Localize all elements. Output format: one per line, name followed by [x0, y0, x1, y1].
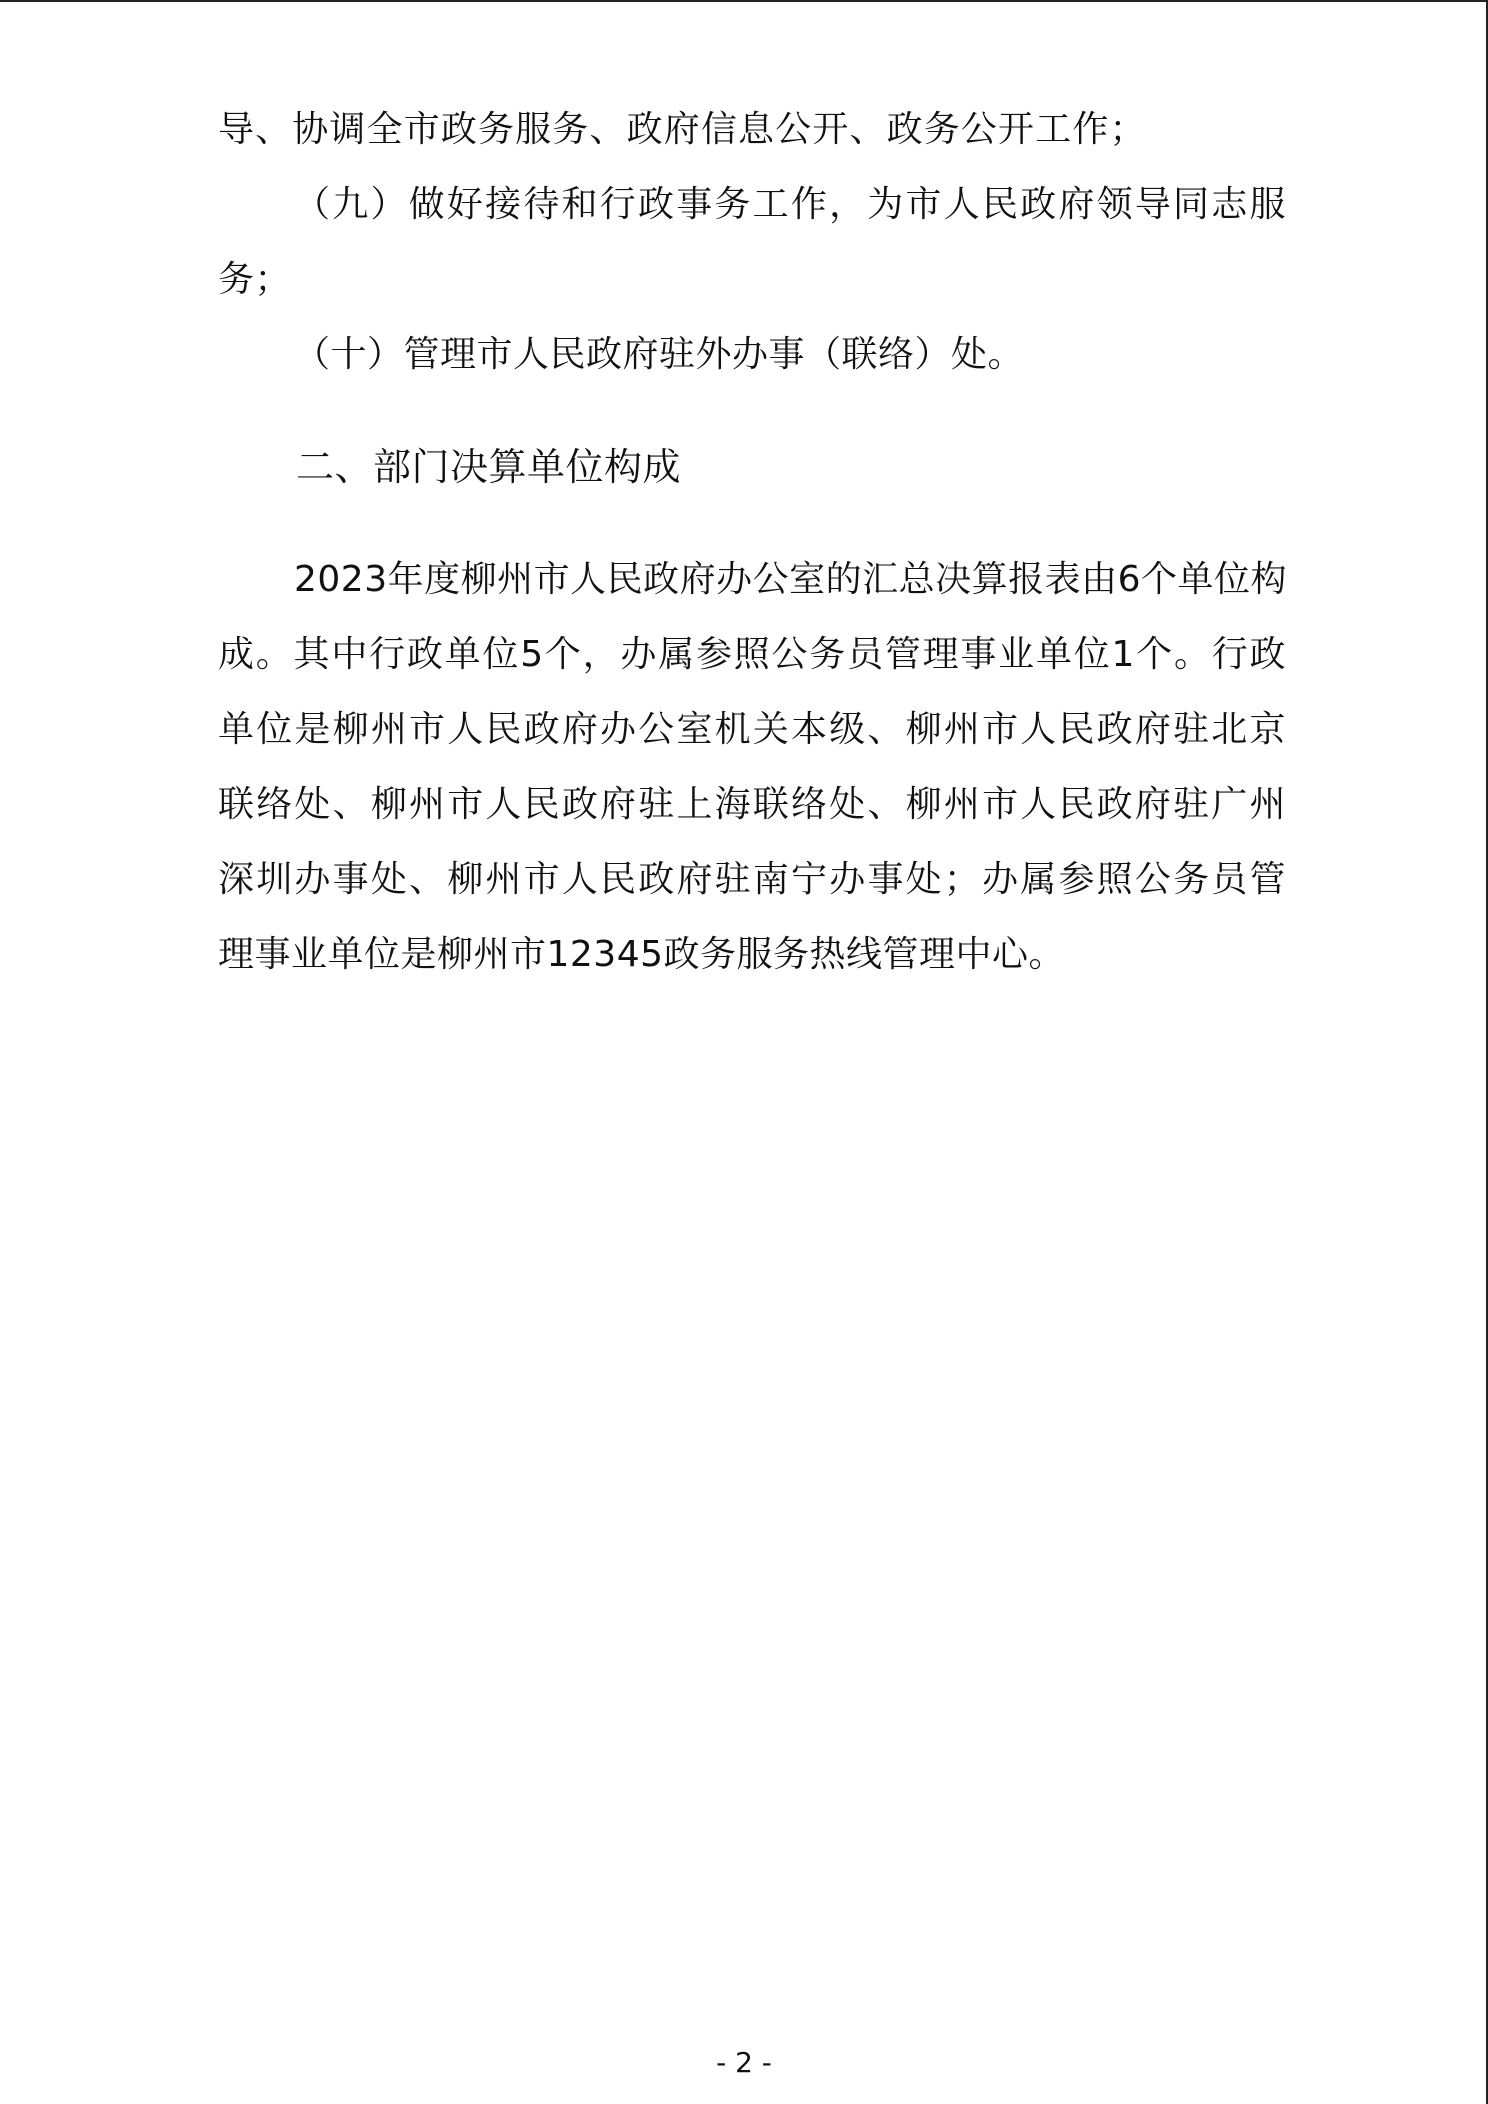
paragraph-line: 理事业单位是柳州市12345政务服务热线管理中心。: [218, 934, 1066, 975]
paragraph-line: 成。其中行政单位5个，办属参照公务员管理事业单位1个。行政: [218, 634, 1286, 675]
paragraph-line: 深圳办事处、柳州市人民政府驻南宁办事处；办属参照公务员管: [218, 859, 1286, 900]
text-line: 导、协调全市政务服务、政府信息公开、政务公开工作；: [218, 109, 1146, 150]
paragraph-line: 单位是柳州市人民政府办公室机关本级、柳州市人民政府驻北京: [218, 709, 1286, 750]
list-item-nine: （九）做好接待和行政事务工作，为市人民政府领导同志服: [294, 184, 1286, 225]
section-heading: 二、部门决算单位构成: [296, 445, 682, 489]
paragraph-line: 2023年度柳州市人民政府办公室的汇总决算报表由6个单位构: [294, 559, 1288, 600]
page-number: - 2 -: [716, 2046, 772, 2079]
list-item-ten: （十）管理市人民政府驻外办事（联络）处。: [294, 334, 1025, 375]
paragraph-line: 联络处、柳州市人民政府驻上海联络处、柳州市人民政府驻广州: [218, 784, 1286, 825]
text-line: 务；: [218, 259, 292, 300]
